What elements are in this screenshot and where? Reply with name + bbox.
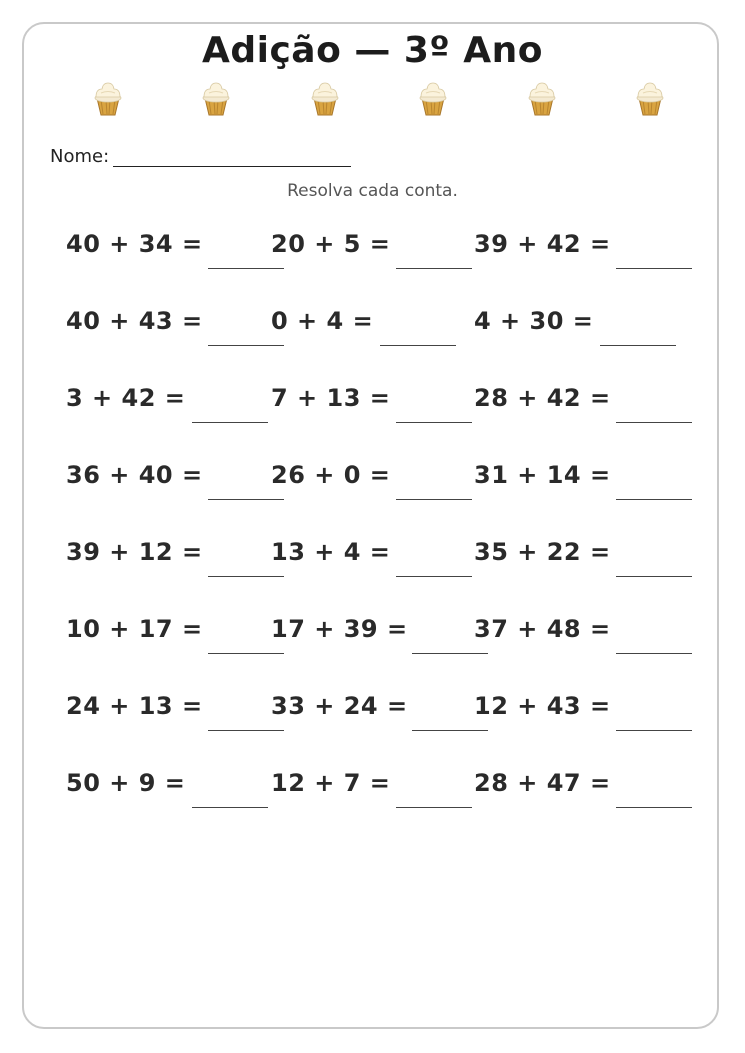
answer-blank[interactable] xyxy=(208,268,284,269)
answer-blank[interactable] xyxy=(600,345,676,346)
problem-expression: 36 + 40 = xyxy=(66,461,203,489)
problem-expression: 26 + 0 = xyxy=(271,461,391,489)
answer-blank[interactable] xyxy=(616,807,692,808)
answer-blank[interactable] xyxy=(396,268,472,269)
answer-blank[interactable] xyxy=(208,576,284,577)
problem-row xyxy=(66,764,706,841)
cupcake-icon xyxy=(522,78,562,118)
cupcake-icon xyxy=(305,78,345,118)
problem-row xyxy=(66,610,706,687)
answer-blank[interactable] xyxy=(616,653,692,654)
answer-blank[interactable] xyxy=(396,422,472,423)
name-field[interactable] xyxy=(113,146,351,167)
answer-blank[interactable] xyxy=(208,499,284,500)
name-label: Nome: xyxy=(50,146,110,167)
cupcake-icon xyxy=(630,78,670,118)
answer-blank[interactable] xyxy=(616,499,692,500)
problem-expression: 20 + 5 = xyxy=(271,230,391,258)
answer-blank[interactable] xyxy=(412,653,488,654)
problem-expression: 50 + 9 = xyxy=(66,769,186,797)
answer-blank[interactable] xyxy=(396,576,472,577)
problem-expression: 3 + 42 = xyxy=(66,384,186,412)
problem-expression: 12 + 7 = xyxy=(271,769,391,797)
problem-row xyxy=(66,225,706,302)
problem-expression: 7 + 13 = xyxy=(271,384,391,412)
answer-blank[interactable] xyxy=(616,576,692,577)
problem-expression: 35 + 22 = xyxy=(474,538,611,566)
answer-blank[interactable] xyxy=(396,499,472,500)
answer-blank[interactable] xyxy=(208,345,284,346)
problem-expression: 13 + 4 = xyxy=(271,538,391,566)
problem-expression: 4 + 30 = xyxy=(474,307,594,335)
cupcake-icon xyxy=(196,78,236,118)
cupcake-row xyxy=(88,78,670,120)
problem-row xyxy=(66,302,706,379)
problem-expression: 12 + 43 = xyxy=(474,692,611,720)
instructions: Resolva cada conta. xyxy=(287,181,458,201)
problem-expression: 28 + 47 = xyxy=(474,769,611,797)
problem-expression: 39 + 42 = xyxy=(474,230,611,258)
answer-blank[interactable] xyxy=(396,807,472,808)
problem-expression: 31 + 14 = xyxy=(474,461,611,489)
cupcake-icon xyxy=(413,78,453,118)
answer-blank[interactable] xyxy=(208,653,284,654)
answer-blank[interactable] xyxy=(412,730,488,731)
problem-expression: 37 + 48 = xyxy=(474,615,611,643)
problem-grid xyxy=(66,225,706,841)
answer-blank[interactable] xyxy=(616,730,692,731)
problem-row xyxy=(66,687,706,764)
page-title: Adição — 3º Ano xyxy=(201,30,543,71)
answer-blank[interactable] xyxy=(616,422,692,423)
problem-row xyxy=(66,456,706,533)
answer-blank[interactable] xyxy=(208,730,284,731)
problem-row xyxy=(66,533,706,610)
answer-blank[interactable] xyxy=(616,268,692,269)
problem-row xyxy=(66,379,706,456)
problem-expression: 33 + 24 = xyxy=(271,692,408,720)
problem-expression: 39 + 12 = xyxy=(66,538,203,566)
name-row xyxy=(50,146,351,167)
answer-blank[interactable] xyxy=(380,345,456,346)
problem-expression: 28 + 42 = xyxy=(474,384,611,412)
answer-blank[interactable] xyxy=(192,807,268,808)
problem-expression: 10 + 17 = xyxy=(66,615,203,643)
answer-blank[interactable] xyxy=(192,422,268,423)
problem-expression: 0 + 4 = xyxy=(271,307,374,335)
cupcake-icon xyxy=(88,78,128,118)
problem-expression: 24 + 13 = xyxy=(66,692,203,720)
problem-expression: 17 + 39 = xyxy=(271,615,408,643)
problem-expression: 40 + 34 = xyxy=(66,230,203,258)
problem-expression: 40 + 43 = xyxy=(66,307,203,335)
